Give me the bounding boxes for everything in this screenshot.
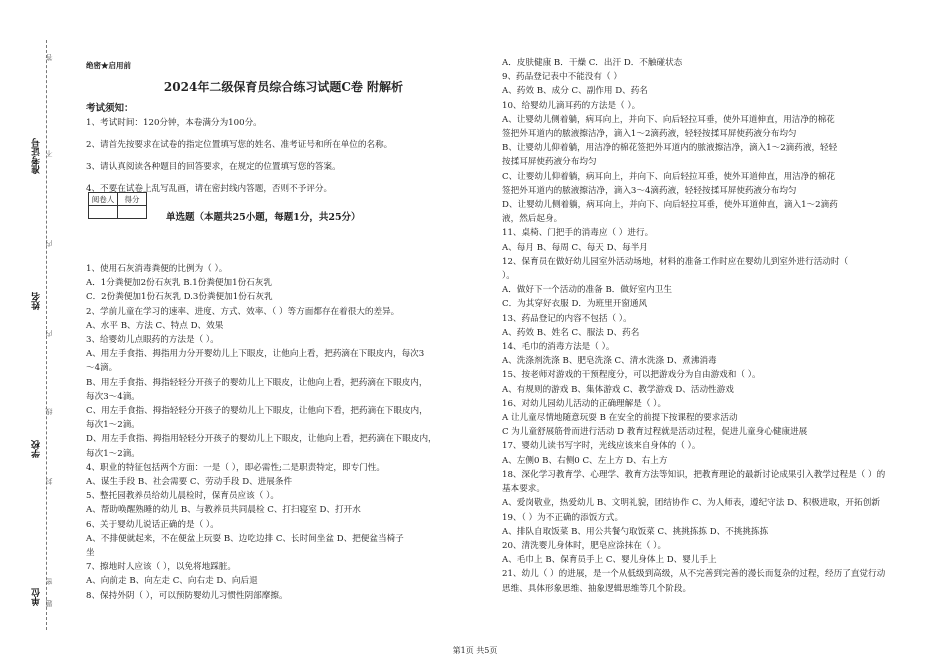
question-line: 6、关于婴幼儿说话正确的是（ ）。 — [86, 519, 219, 530]
notice-item: 2、请首先按要求在试卷的指定位置填写您的姓名、准考证号和所在单位的名称。 — [86, 140, 393, 150]
seal-mark: 答 — [45, 54, 53, 61]
notice-item: 1、考试时间：120分钟，本卷满分为100分。 — [86, 118, 262, 128]
notice-heading: 考试须知： — [86, 103, 134, 114]
question-line: 3、给婴幼儿点眼药的方法是（ ）。 — [86, 335, 219, 346]
question-line: A、有规则的游戏 B、集体游戏 C、教学游戏 D、活动性游戏 — [502, 384, 734, 395]
score-header: 得分 — [118, 193, 147, 206]
question-line: 坐 — [86, 548, 95, 559]
question-line: 签把外耳道内的脓液擦洁净，滴入1～2滴药液，轻轻按揉耳屏使药液分布均匀 — [502, 129, 797, 140]
question-line: A、每月 B、每周 C、每天 D、每半月 — [502, 242, 648, 253]
question-line: 12、保育员在做好幼儿园室外活动场地，材料的准备工作时应在婴幼儿到室外进行活动时（ — [502, 256, 849, 267]
question-line: 13、药品登记的内容不包括（ ）。 — [502, 313, 632, 324]
question-line: A、帮助唤醒熟睡的幼儿 B、与教养员共同晨检 C、打扫寝室 D、打开水 — [86, 505, 361, 516]
section-heading: 单选题（本题共25小题，每题1分，共25分） — [166, 212, 361, 223]
question-line: A、毛巾上 B、保育员手上 C、婴儿身体上 D、婴儿手上 — [502, 555, 717, 566]
question-line: A、爱岗敬业，热爱幼儿 B、文明礼貌，团结协作 C、为人师表，遵纪守法 D、积极进取，开拓创新 — [502, 498, 880, 509]
question-line: A、谋生手段 B、社会需要 C、劳动手段 D、进展条件 — [86, 477, 293, 488]
question-line: ～4滴。 — [86, 363, 118, 374]
question-line: A．1分粪便加2份石灰乳 B.1份粪便加1份石灰乳 — [86, 278, 272, 289]
question-line: A 让儿童尽情地随意玩耍 B 在安全的前提下按课程的要求活动 — [502, 413, 738, 424]
score-cell[interactable] — [118, 206, 147, 219]
score-table — [88, 192, 147, 219]
notice-item: 3、请认真阅读各种题目的回答要求，在规定的位置填写您的答案。 — [86, 162, 341, 172]
question-line: C．为其穿好衣服 D．为班里开窗通风 — [502, 299, 648, 310]
seal-mark: 内 — [45, 240, 53, 247]
question-line: B、让婴幼儿仰着躺，用洁净的棉花签把外耳道内的脓液擦洁净，滴入1～2滴药液，轻轻 — [502, 143, 838, 154]
question-line: A、左侧0 B、右侧0 C、左上方 D、右上方 — [502, 455, 668, 466]
question-line: A．皮肤健康 B．干燥 C．出汗 D．不触碰状态 — [502, 58, 683, 68]
grader-cell[interactable] — [89, 206, 118, 219]
question-line: 21、幼儿（ ）的进展，是一个从低级到高级，从不完善到完善的漫长而复杂的过程，经历了直觉行动思维、具体形象思维、抽象逻辑思维等几个阶段。 — [502, 569, 886, 594]
seal-mark: 密 — [45, 578, 53, 585]
question-line: A、让婴幼儿侧着躺，病耳向上，并向下、向后轻拉耳垂，使外耳道伸直，用洁净的棉花 — [502, 114, 835, 125]
question-line: 签把外耳道内的脓液擦洁净，滴入3～4滴药液，轻轻按揉耳屏使药液分布均匀 — [502, 185, 797, 196]
question-line: A、排队自取饭菜 B、用公共餐勺取饭菜 C、挑挑拣拣 D、不挑挑拣拣 — [502, 526, 769, 537]
question-line: ）。 — [502, 271, 515, 282]
question-line: 7、擦地时人应该（ ），以免将地踩脏。 — [86, 562, 236, 573]
seal-mark: 内 — [45, 330, 53, 337]
seal-mark: 封 — [45, 478, 53, 485]
question-line: C 为儿童舒展筋骨而进行活动 D 教育过程就是活动过程，促进儿童身心健康进展 — [502, 427, 808, 438]
question-line: 2、学前儿童在学习的速率、进度、方式、效率、（ ）等方面都存在着很大的差异。 — [86, 306, 400, 317]
question-line: 16、对幼儿园幼儿活动的正确理解是（ ）。 — [502, 398, 667, 409]
unit-label: 单位 — [32, 588, 42, 606]
grader-header: 阅卷人 — [89, 193, 118, 206]
question-line: 按揉耳屏使药液分布均匀 — [502, 157, 597, 168]
question-line: A、洗涤剂洗涤 B、肥皂洗涤 C、清水洗涤 D、煮沸消毒 — [502, 356, 717, 367]
question-line: A、向前走 B、向左走 C、向右走 D、向后退 — [86, 576, 258, 587]
question-line: 18、深化学习教育学、心理学、教育方法等知识，把教育理论的最新讨论成果引入教学过程是（ ）的基本要求。 — [502, 469, 886, 495]
question-line: 液，然后起身。 — [502, 214, 563, 225]
question-line: C．2份粪便加1份石灰乳 D.3份粪便加1份石灰乳 — [86, 292, 273, 303]
question-line: A、不排便就起来，不在便盆上玩耍 B、边吃边排 C、长时间坐盆 D、把便盆当椅子 — [86, 533, 404, 544]
page-title: 2024年二级保育员综合练习试题C卷 附解析 — [163, 80, 404, 94]
name-label: 姓名 — [32, 292, 42, 310]
seal-mark: 线 — [45, 408, 53, 415]
question-line: 10、给婴幼儿滴耳药的方法是（ ）。 — [502, 100, 641, 111]
question-line: C、用左手食指、拇指轻轻分开孩子的婴幼儿上下眼皮，让他向下看，把药滴在下眼皮内， — [86, 406, 428, 417]
question-line: 17、婴幼儿读书写字时，光线应该来自身体的（ ）。 — [502, 441, 701, 452]
seal-mark: 不 — [45, 150, 53, 157]
question-line: 20、清洗婴儿身体时，肥皂应涂抹在（ ）。 — [502, 540, 667, 551]
question-line: 15、按老师对游戏的干预程度分，可以把游戏分为自由游戏和（ ）。 — [502, 370, 761, 381]
question-line: 每次1～2滴。 — [86, 420, 140, 431]
question-line: 8、保持外阴（ ），可以预防婴幼儿习惯性阴部摩擦。 — [86, 590, 288, 601]
notice-list — [86, 116, 486, 204]
question-line: D、用左手食指、拇指用轻轻分开孩子的婴幼儿上下眼皮，让他向上看，把药滴在下眼皮内， — [86, 434, 437, 445]
question-line: A．做好下一个活动的准备 B．做好室内卫生 — [502, 285, 672, 296]
page-number: 第1页 共5页 — [452, 646, 498, 655]
question-line: 4、职业的特征包括两个方面：一是（ ），即必需性;二是职责特定，即专门性。 — [86, 462, 385, 473]
question-line: 5、整托园教养员给幼儿晨检时，保育员应该（ ）。 — [86, 491, 279, 502]
question-line: 14、毛巾的消毒方法是（ ）。 — [502, 342, 615, 353]
secret-label: 绝密★启用前 — [86, 61, 131, 70]
question-line: 19、（ ）为不正确的添饭方式。 — [502, 512, 624, 523]
question-line: 11、桌椅、门把手的消毒应（ ）进行。 — [502, 228, 654, 239]
seal-mark: 题 — [45, 600, 53, 607]
question-line: 1、使用石灰消毒粪便的比例为（ ）。 — [86, 264, 228, 274]
question-line: A、药效 B、姓名 C、服法 D、药名 — [502, 327, 640, 338]
question-line: A、水平 B、方法 C、特点 D、效果 — [86, 320, 224, 331]
question-line: 每次3～4滴。 — [86, 391, 140, 402]
notice-item: 4、不要在试卷上乱写乱画，请在密封线内答题，否则不予评分。 — [86, 184, 333, 194]
exam-id-label: 准考证号 — [32, 138, 42, 174]
question-line: B、用左手食指、拇指轻轻分开孩子的婴幼儿上下眼皮，让他向上看，把药滴在下眼皮内， — [86, 377, 428, 388]
binding-margin — [0, 0, 60, 671]
question-line: A、用左手食指、拇指用力分开婴幼儿上下眼皮，让他向上看，把药滴在下眼皮内，每次3 — [86, 349, 425, 360]
question-line: C、让婴幼儿仰着躺，病耳向上，并向下、向后轻拉耳垂，使外耳道伸直，用洁净的棉花 — [502, 171, 836, 182]
question-line: A、药效 B、成分 C、副作用 D、药名 — [502, 86, 648, 97]
question-line: D、让婴幼儿侧着躺，病耳向上，并向下、向后轻拉耳垂，使外耳道伸直，滴入1～2滴药 — [502, 200, 838, 211]
question-line: 每次1～2滴。 — [86, 448, 140, 459]
question-line: 9、药品登记表中不能没有（ ） — [502, 72, 622, 83]
question-column-right — [502, 56, 890, 596]
school-label: 学校 — [32, 440, 42, 458]
question-column-left — [86, 262, 486, 603]
